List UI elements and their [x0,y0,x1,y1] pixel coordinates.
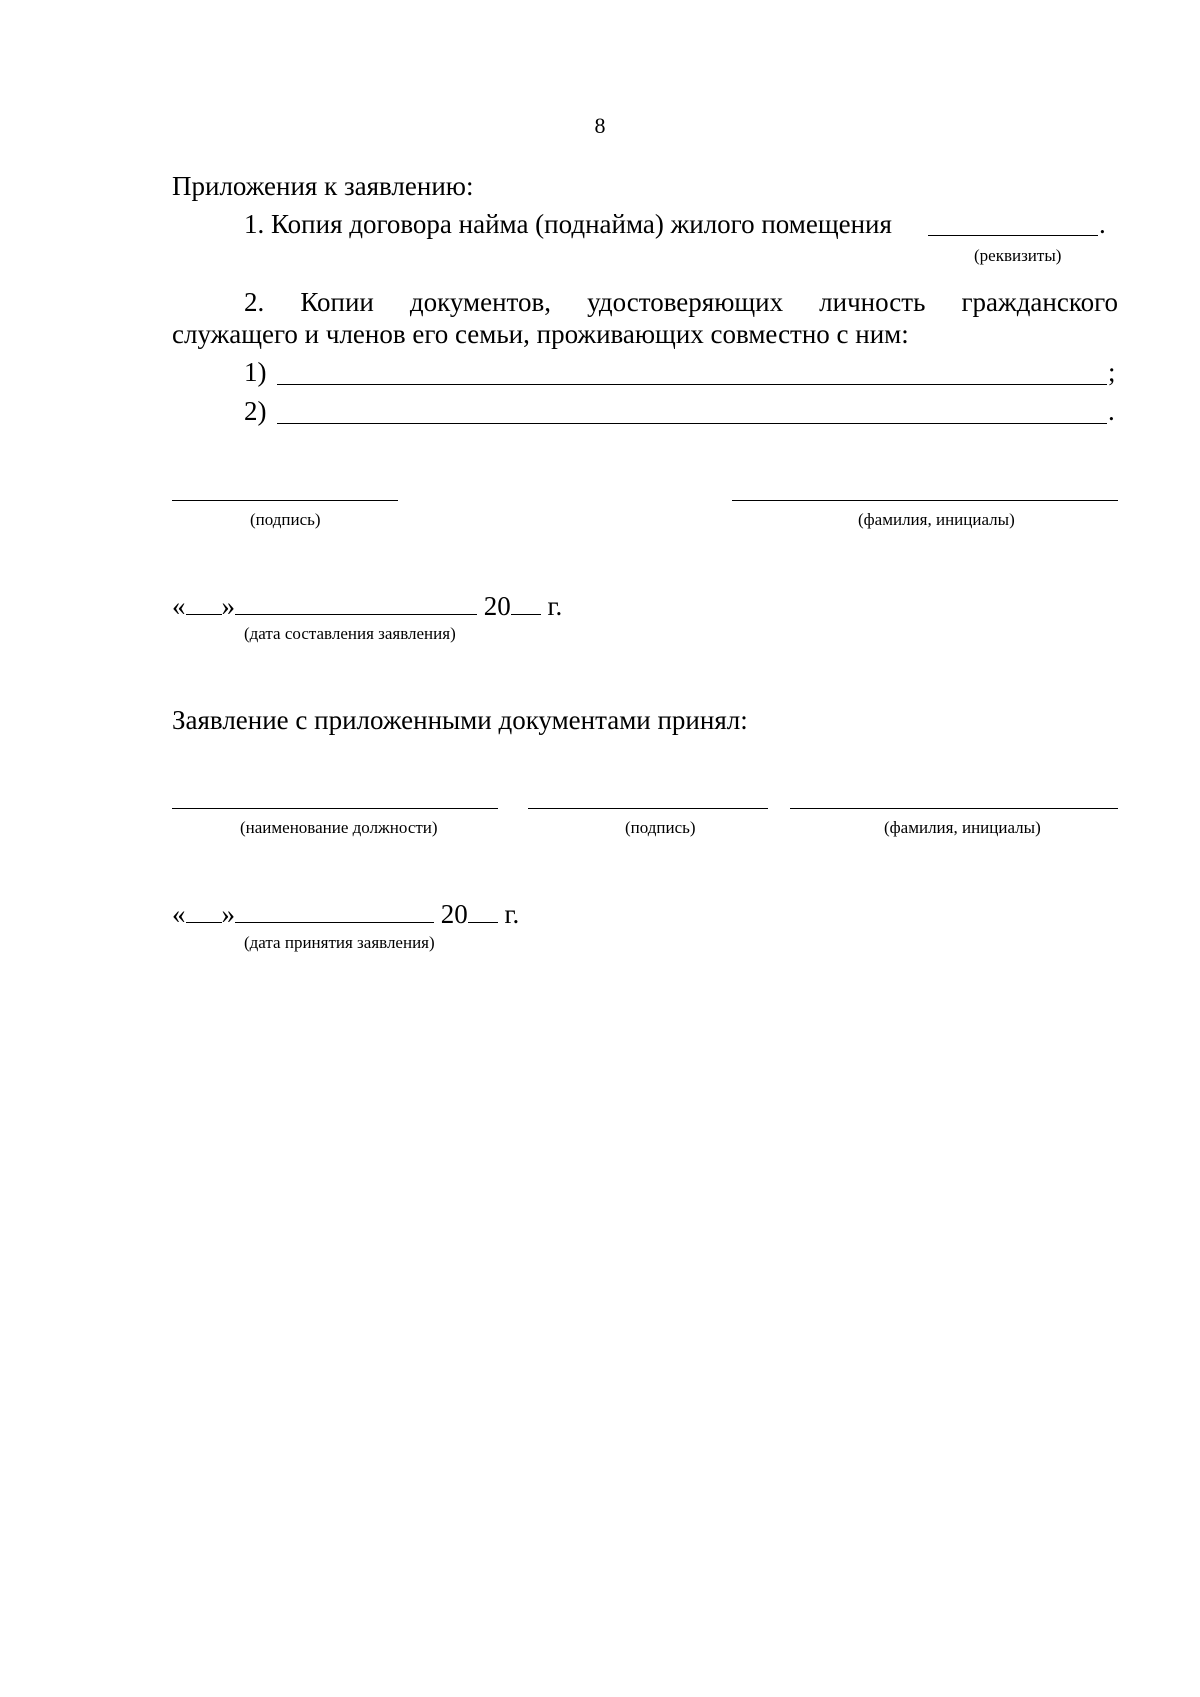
subitem-1-end: ; [1108,357,1116,387]
accept-date-year-prefix: 20 [440,899,468,929]
applicant-name-line[interactable] [732,500,1118,501]
compile-date-day-blank[interactable] [186,592,222,615]
applicant-name-caption: (фамилия, инициалы) [858,510,1015,529]
compile-date-year-suffix: г. [547,591,563,621]
accept-date-open-quote: « [172,899,186,929]
attachments-heading: Приложения к заявлению: [172,171,474,201]
acceptor-name-line[interactable] [790,808,1118,809]
applicant-signature-caption: (подпись) [250,510,321,529]
acceptor-position-line[interactable] [172,808,498,809]
subitem-1-label: 1) [244,357,267,387]
applicant-signature-line[interactable] [172,500,398,501]
acceptor-position-caption: (наименование должности) [240,818,438,837]
compile-date-open-quote: « [172,591,186,621]
compile-date-year-blank[interactable] [511,592,541,615]
accept-date-day-blank[interactable] [186,900,222,923]
acceptor-signature-caption: (подпись) [625,818,696,837]
subitem-2-blank[interactable] [277,423,1107,424]
compile-date-caption: (дата составления заявления) [244,624,456,643]
subitem-2-end: . [1108,396,1115,426]
accept-date-caption: (дата принятия заявления) [244,933,435,952]
acceptor-name-caption: (фамилия, инициалы) [884,818,1041,837]
accept-date-year-blank[interactable] [468,900,498,923]
attachment-item-1: 1. Копия договора найма (поднайма) жилого помещения [244,209,892,239]
attachment-item-2-line1: 2. Копии документов, удостоверяющих личность гражданского [244,287,1118,317]
accept-date-field [172,898,519,930]
attachment-item-2-line2: служащего и членов его семьи, проживающих совместно с ним: [172,319,909,349]
accept-date-month-blank[interactable] [235,900,434,923]
accept-date-close-quote: » [221,899,235,929]
acceptor-signature-line[interactable] [528,808,768,809]
compile-date-year-prefix: 20 [483,591,511,621]
subitem-2-label: 2) [244,396,267,426]
requisites-caption: (реквизиты) [974,246,1062,265]
acceptance-heading: Заявление с приложенными документами принял: [172,705,748,735]
compile-date-close-quote: » [221,591,235,621]
attachment-item-1-period: . [1099,209,1106,239]
compile-date-field [172,590,562,622]
attachment-item-1-blank[interactable] [928,235,1098,236]
accept-date-year-suffix: г. [504,899,520,929]
subitem-1-blank[interactable] [277,384,1107,385]
page-number: 8 [594,113,606,138]
compile-date-month-blank[interactable] [235,592,477,615]
